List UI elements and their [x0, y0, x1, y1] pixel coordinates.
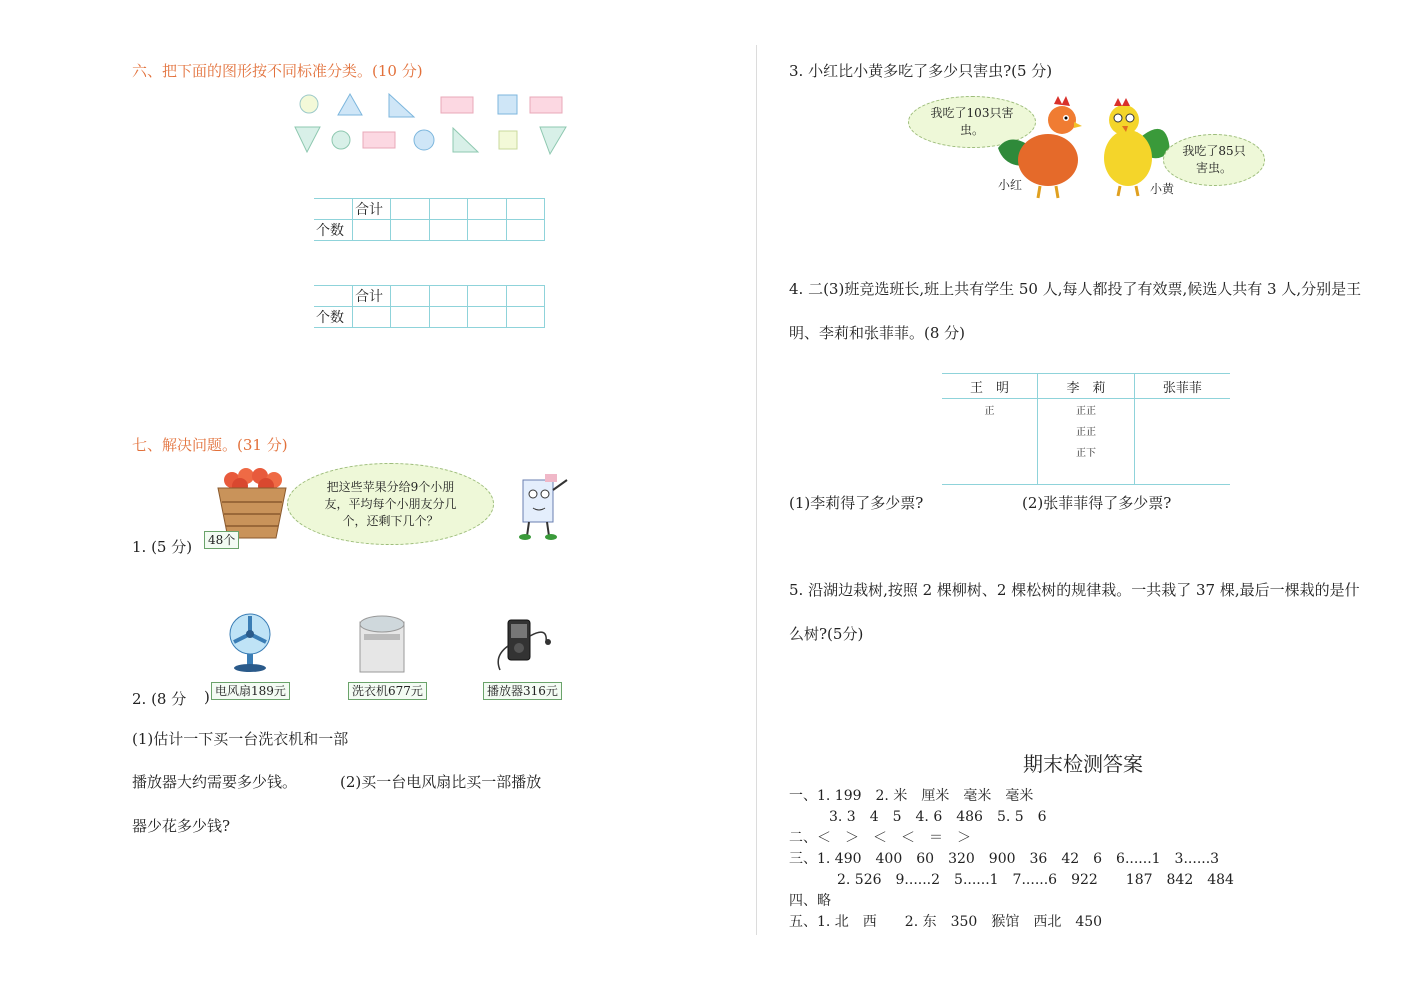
shapes-figure	[290, 90, 580, 160]
question-2-paren: )	[204, 688, 210, 706]
question-4-sub-1: (1)李莉得了多少票?	[789, 494, 924, 512]
right-triangle-shape	[389, 94, 414, 117]
rectangle-shape	[530, 97, 562, 113]
answer-1b: 3. 3 4 5 4. 6 486 5. 5 6	[829, 809, 1047, 825]
inverted-triangle-shape	[295, 127, 320, 152]
question-4-line-1: 4. 二(3)班竞选班长,班上共有学生 50 人,每人都投了有效票,候选人共有 3 人,分别是王	[789, 280, 1362, 298]
player-price-label: 播放器316元	[483, 682, 562, 700]
answer-3b: 2. 526 9......2 5......1 7......6 922 187 842 484	[837, 872, 1234, 888]
fan-price-label: 电风扇189元	[211, 682, 290, 700]
question-4-line-2: 明、李莉和张菲菲。(8 分)	[789, 324, 966, 342]
classification-table-1	[314, 198, 545, 241]
inverted-triangle-shape	[540, 127, 566, 154]
cartoon-character-image	[505, 470, 575, 542]
right-triangle-shape	[453, 128, 478, 152]
washer-price-label: 洗衣机677元	[348, 682, 427, 700]
total-header: 合计	[353, 199, 391, 220]
question-2-line-2a: 播放器大约需要多少钱。	[132, 773, 298, 791]
vote-header-zhang: 张菲菲	[1134, 374, 1230, 399]
vote-tally-li-3: 正下	[1075, 448, 1096, 459]
question-2-line-2b: (2)买一台电风扇比买一部播放	[340, 773, 542, 791]
square-shape	[499, 131, 517, 149]
yellow-hen-speech-bubble	[1163, 134, 1265, 186]
count-label: 个数	[314, 220, 353, 241]
question-1-speech-bubble	[287, 463, 494, 545]
answer-3a: 三、1. 490 400 60 320 900 36 42 6 6......1 3......3	[789, 851, 1220, 867]
vote-header-li: 李 莉	[1038, 374, 1135, 399]
section-6-title: 六、把下面的图形按不同标准分类。(10 分)	[132, 62, 423, 80]
question-5-line-2: 么树?(5分)	[789, 625, 864, 643]
answer-1a: 一、1. 199 2. 米 厘米 毫米 毫米	[789, 788, 1034, 804]
question-2-label: 2. (8 分	[132, 690, 187, 708]
count-label: 个数	[314, 307, 353, 328]
section-7-title: 七、解决问题。(31 分)	[132, 436, 288, 454]
triangle-shape	[338, 94, 362, 115]
rectangle-shape	[441, 97, 473, 113]
answer-5: 五、1. 北 西 2. 东 350 猴馆 西北 450	[789, 914, 1103, 930]
vote-tally-table	[942, 373, 1230, 485]
circle-shape	[332, 131, 350, 149]
answer-4: 四、略	[789, 893, 831, 909]
vote-tally-li-2: 正正	[1075, 427, 1096, 438]
bubble-text: 我吃了103只害虫。	[930, 106, 1014, 137]
question-4-sub-2: (2)张菲菲得了多少票?	[1022, 494, 1172, 512]
vote-header-wang: 王 明	[942, 374, 1038, 399]
circle-shape	[300, 95, 318, 113]
square-shape	[498, 95, 517, 114]
basket-quantity-label: 48个	[204, 531, 239, 549]
circle-shape	[414, 130, 434, 150]
electric-fan-image	[225, 612, 275, 674]
answer-2: 二、＜ ＞ ＜ ＜ ＝ ＞	[789, 830, 971, 846]
bubble-text: 我吃了85只害虫。	[1182, 144, 1246, 175]
media-player-image	[490, 616, 556, 674]
vote-tally-li-1: 正正	[1075, 406, 1096, 417]
question-2-line-1: (1)估计一下买一台洗衣机和一部	[132, 730, 349, 748]
yellow-hen-name: 小黄	[1150, 182, 1175, 196]
question-2-line-3: 器少花多少钱?	[132, 817, 231, 835]
washing-machine-image	[356, 612, 408, 676]
question-5-line-1: 5. 沿湖边栽树,按照 2 棵柳树、2 棵松树的规律栽。一共栽了 37 棵,最后一棵栽的是什	[789, 581, 1360, 599]
classification-table-2	[314, 285, 545, 328]
red-hen-name: 小红	[998, 178, 1023, 192]
question-1-label: 1. (5 分)	[132, 538, 193, 556]
question-3: 3. 小红比小黄多吃了多少只害虫?(5 分)	[789, 62, 1053, 80]
answer-title: 期末检测答案	[1023, 752, 1143, 776]
rectangle-shape	[363, 132, 395, 148]
vote-tally-wang: 正	[984, 406, 995, 417]
bubble-text: 把这些苹果分给9个小朋友，平均每个小朋友分几个，还剩下几个？	[324, 479, 457, 528]
total-header: 合计	[353, 286, 391, 307]
page-divider	[756, 45, 757, 935]
